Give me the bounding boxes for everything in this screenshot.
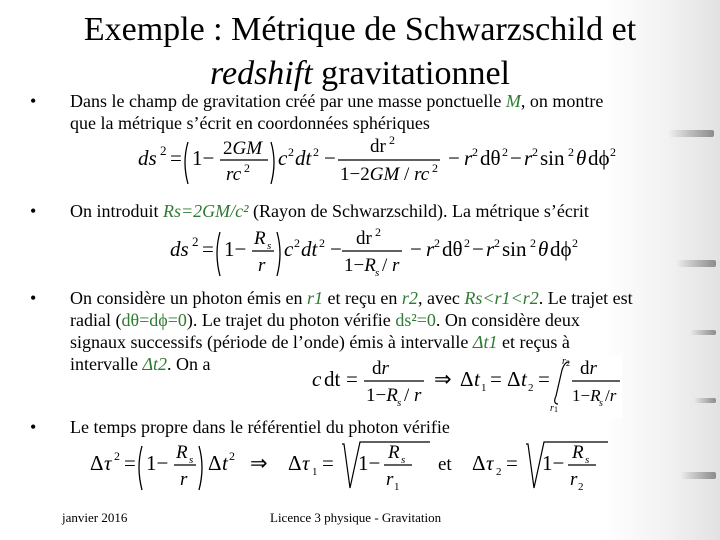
svg-text:2: 2	[434, 236, 440, 250]
svg-text:2: 2	[578, 481, 584, 493]
svg-text:⇒: ⇒	[250, 451, 268, 475]
svg-text:dθ: dθ	[442, 237, 463, 261]
text: intervalle	[70, 354, 143, 374]
svg-text:1: 1	[554, 405, 558, 412]
svg-text:1−R: 1−R	[366, 385, 398, 406]
svg-text:r: r	[570, 469, 578, 490]
svg-text:1−R: 1−R	[344, 255, 376, 276]
svg-text:c: c	[312, 367, 322, 391]
svg-text:Δ: Δ	[288, 451, 302, 475]
bullet-1-text-a: Dans le champ de gravitation créé par une masse ponctuelle	[70, 91, 506, 111]
svg-text:dr: dr	[580, 358, 597, 379]
text: , avec	[417, 288, 465, 308]
svg-text:2: 2	[566, 359, 570, 368]
bullet-3-line-2	[70, 309, 690, 331]
svg-text:τ: τ	[486, 451, 494, 475]
text: ). Le trajet du photon vérifie	[186, 310, 396, 330]
bullet-1	[70, 90, 690, 134]
bullet-1-text-c: que la métrique s’écrit en coordonnées sphériques	[70, 113, 430, 133]
bullet-4	[70, 416, 690, 438]
radius-inequality: Rs<r1<r2	[464, 288, 539, 308]
bullet-3-line-3	[70, 331, 690, 353]
svg-text:s: s	[189, 454, 194, 466]
svg-text:−: −	[448, 146, 460, 170]
svg-text:−: −	[324, 146, 336, 170]
svg-text:τ: τ	[302, 451, 310, 475]
svg-text:dt: dt	[295, 146, 312, 170]
svg-text:2: 2	[288, 145, 294, 159]
svg-text:2: 2	[610, 145, 616, 159]
decorative-streak	[690, 330, 716, 335]
svg-text:s: s	[401, 454, 406, 466]
svg-text:/r: /r	[605, 386, 617, 405]
text: . On considère deux	[435, 310, 580, 330]
svg-text:−: −	[330, 237, 342, 261]
svg-text:dϕ: dϕ	[550, 237, 572, 261]
title-line-1: Exemple : Métrique de Schwarzschild et	[83, 11, 637, 48]
bullet-dot: •	[30, 201, 37, 221]
svg-text:r: r	[386, 469, 394, 490]
svg-text:−: −	[510, 146, 522, 170]
text: radial (	[70, 310, 122, 330]
slide-title	[20, 8, 700, 96]
proper-time-equation	[90, 440, 610, 502]
title-line-2-rest: gravitationnel	[312, 55, 510, 92]
svg-text:2: 2	[472, 145, 478, 159]
title-italic-word: redshift	[210, 55, 313, 92]
text: signaux successifs (période de l’onde) émis à intervalle	[70, 332, 473, 352]
svg-text:1: 1	[481, 382, 487, 394]
footer-course: Licence 3 physique - Gravitation	[270, 510, 442, 525]
bullet-2	[70, 200, 690, 222]
svg-text:ds: ds	[170, 237, 189, 261]
svg-text:s: s	[267, 240, 272, 252]
bullet-3-line-1	[70, 287, 690, 309]
bullet-dot: •	[30, 417, 37, 437]
svg-text:=: =	[124, 451, 136, 475]
svg-text:dt: dt	[324, 367, 341, 391]
r2-symbol: r2	[401, 288, 418, 308]
mass-symbol: M	[505, 91, 521, 111]
svg-text:dr: dr	[356, 228, 372, 249]
svg-text:2: 2	[114, 449, 120, 463]
metric-equation-2	[170, 226, 630, 288]
svg-text:2: 2	[389, 134, 395, 147]
svg-text:2GM: 2GM	[223, 138, 263, 159]
svg-text:1−: 1−	[192, 146, 215, 170]
bullet-dot: •	[30, 288, 37, 308]
bullet-1-text-b: , on montre	[520, 91, 604, 111]
decorative-streak	[694, 398, 716, 403]
svg-text:Δ: Δ	[472, 451, 486, 475]
svg-text:τ: τ	[104, 451, 112, 475]
svg-text:Δ: Δ	[507, 367, 521, 391]
svg-text:r: r	[426, 237, 435, 261]
svg-text:R: R	[572, 442, 584, 463]
time-interval-equation	[310, 356, 622, 418]
svg-text:2: 2	[464, 236, 470, 250]
svg-text:Δ: Δ	[90, 451, 104, 475]
text: . Le trajet est	[538, 288, 633, 308]
metric-equation-1	[138, 134, 618, 196]
svg-text:=: =	[202, 237, 214, 261]
svg-text:2: 2	[313, 145, 319, 159]
svg-text:2: 2	[502, 145, 508, 159]
svg-text:t: t	[521, 367, 527, 391]
svg-text:r: r	[486, 237, 495, 261]
svg-text:c: c	[278, 146, 288, 170]
svg-text:r: r	[524, 146, 533, 170]
svg-text:dr: dr	[372, 358, 389, 379]
svg-text:/ r: / r	[404, 385, 422, 406]
svg-text:2: 2	[530, 236, 536, 250]
svg-text:sin: sin	[502, 237, 527, 261]
svg-text:1−R: 1−R	[572, 386, 601, 405]
svg-text:r: r	[258, 255, 266, 276]
svg-text:sin: sin	[540, 146, 565, 170]
svg-text:=: =	[506, 451, 518, 475]
delta-t1-symbol: Δt1	[472, 332, 498, 352]
svg-text:s: s	[599, 398, 603, 409]
svg-text:dt: dt	[301, 237, 318, 261]
svg-text:1−: 1−	[542, 451, 565, 475]
footer-date: janvier 2016	[62, 510, 128, 525]
svg-text:dθ: dθ	[480, 146, 501, 170]
svg-text:2: 2	[432, 161, 438, 175]
svg-text:t: t	[474, 367, 480, 391]
text: et reçu en	[322, 288, 402, 308]
bullet-dot: •	[30, 91, 37, 111]
svg-text:2: 2	[532, 145, 538, 159]
svg-text:2: 2	[294, 236, 300, 250]
null-interval: ds²=0	[395, 310, 436, 330]
svg-text:dϕ: dϕ	[588, 146, 610, 170]
bullet-4-text: Le temps propre dans le référentiel du photon vérifie	[70, 417, 450, 437]
svg-text:θ: θ	[538, 237, 549, 261]
text: . On a	[167, 354, 211, 374]
svg-text:=: =	[538, 367, 550, 391]
svg-text:1−: 1−	[224, 237, 247, 261]
svg-text:2: 2	[192, 234, 199, 249]
svg-text:Δ: Δ	[460, 367, 474, 391]
svg-text:1: 1	[312, 466, 318, 478]
svg-text:⇒: ⇒	[434, 367, 452, 391]
delta-t2-symbol: Δt2	[142, 354, 168, 374]
svg-text:2: 2	[572, 236, 578, 250]
svg-text:/ r: / r	[382, 255, 400, 276]
svg-text:s: s	[397, 397, 402, 409]
svg-text:2: 2	[244, 161, 250, 175]
svg-text:s: s	[585, 454, 590, 466]
svg-text:=: =	[170, 146, 182, 170]
svg-text:r: r	[464, 146, 473, 170]
svg-text:=: =	[490, 367, 502, 391]
text: On considère un photon émis en	[70, 288, 307, 308]
svg-text:1−: 1−	[146, 451, 169, 475]
svg-text:s: s	[375, 267, 380, 279]
svg-text:2: 2	[568, 145, 574, 159]
svg-text:r: r	[550, 403, 554, 412]
svg-text:2: 2	[528, 382, 534, 394]
svg-text:=: =	[322, 451, 334, 475]
svg-text:t: t	[222, 451, 228, 475]
decorative-streak	[676, 260, 716, 267]
svg-text:1: 1	[394, 481, 400, 493]
svg-text:2: 2	[375, 226, 381, 239]
svg-text:1−2GM / rc: 1−2GM / rc	[340, 164, 430, 185]
schwarzschild-radius-definition: Rs=2GM/c²	[163, 201, 249, 221]
svg-text:=: =	[346, 367, 358, 391]
svg-text:θ: θ	[576, 146, 587, 170]
svg-text:R: R	[176, 442, 188, 463]
svg-text:r: r	[180, 469, 188, 490]
svg-text:1−: 1−	[358, 451, 381, 475]
svg-text:ds: ds	[138, 146, 157, 170]
bullet-2-text-b: (Rayon de Schwarzschild). La métrique s’écrit	[248, 201, 589, 221]
svg-text:rc: rc	[226, 164, 242, 185]
svg-text:R: R	[388, 442, 400, 463]
decorative-streak	[680, 472, 716, 479]
bullet-2-text-a: On introduit	[70, 201, 163, 221]
svg-text:c: c	[284, 237, 294, 261]
svg-text:et: et	[438, 454, 452, 475]
svg-text:2: 2	[496, 466, 502, 478]
text: et reçus à	[497, 332, 570, 352]
svg-text:2: 2	[229, 449, 235, 463]
svg-text:R: R	[254, 228, 266, 249]
svg-text:−: −	[472, 237, 484, 261]
svg-text:2: 2	[319, 236, 325, 250]
svg-text:−: −	[410, 237, 422, 261]
svg-text:2: 2	[494, 236, 500, 250]
svg-text:Δ: Δ	[208, 451, 222, 475]
radial-condition: dθ=dϕ=0	[121, 310, 187, 330]
svg-text:2: 2	[160, 143, 167, 158]
r1-symbol: r1	[306, 288, 323, 308]
svg-text:dr: dr	[370, 136, 386, 157]
svg-text:r: r	[562, 356, 566, 367]
